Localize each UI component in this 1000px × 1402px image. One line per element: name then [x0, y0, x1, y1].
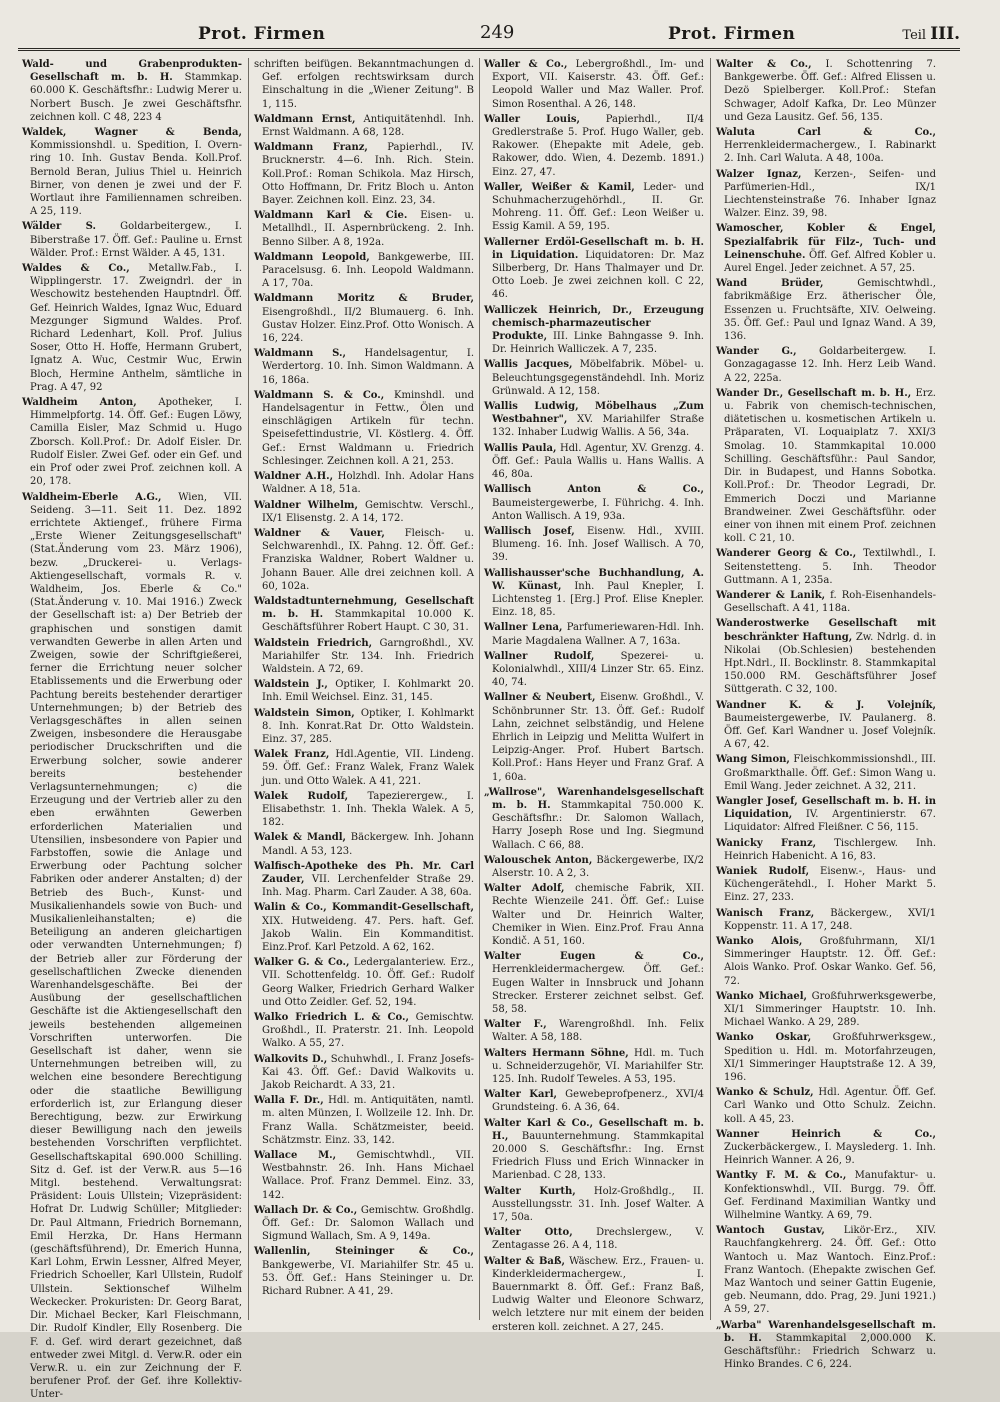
directory-entry — [22, 262, 242, 394]
entry-details: Inh. Paul Knepler, I. Lichtensteg 1. [Erg.] Prof. Elise Knepler. Einz. 18, 85. — [492, 580, 705, 619]
directory-entry — [716, 222, 936, 275]
firm-name: Walliczek Heinrich, Dr., Erzeugung chemisch-pharmazeutischer Produkte, — [484, 304, 704, 343]
firm-name: Wallenlin, Steininger & Co., — [254, 1246, 474, 1258]
directory-entry — [716, 58, 936, 124]
column-1 — [22, 58, 243, 1401]
directory-entry — [716, 907, 936, 933]
entry-details: Eisen- u. Metallhdl., II. Aspernbrückeng. 2. Inh. Benno Silber. A 8, 192a. — [262, 210, 475, 248]
entry-details: Hdl. m. Tuch u. Schneiderzugehör, VI. Mariahilfer Str. 125. Inh. Rudolf Teweles. A 53, 195. — [492, 1047, 704, 1086]
firm-name: Wallerner Erdöl-Gesellschaft m. b. H. in Liquidation. — [484, 236, 704, 261]
firm-name: Wantoch Gustav, — [716, 1225, 825, 1237]
firm-name: Waldner & Vauer, — [254, 527, 385, 539]
firm-name: Wanicky Franz, — [716, 837, 817, 849]
firm-name: Wallace M., — [254, 1150, 337, 1162]
entry-details: Gemischtw. Großhdlg. Öff. Gef.: Dr. Salomon Wallach und Sigmund Wallach, Sm. A 9, 149a. — [262, 1204, 474, 1243]
directory-entry — [22, 396, 242, 488]
entry-details: Likör-Erz., XIV. Rauchfangkehrerg. 24. Öff. Gef.: Otto Wantoch u. Maz Wantoch. Einz.Prof.: Franz Wantoch. (Ehepakte zwischen Gef. Maz Wantoch und seiner Gattin Eugenie, geb. Neumann, ddo. Prag, 29. Juni 1921.) A 59, 27. — [724, 1225, 937, 1316]
entry-details: Goldarbeitergew. I. Gonzagagasse 12. Inh. Herz Leib Wand. A 22, 225a. — [724, 346, 936, 384]
entry-details: Großfuhrmann, XI/1 Simmeringer Hauptstr. 12. Öff. Gef.: Alois Wanko. Prof. Oskar Wanko. Gef. 56, 72. — [724, 936, 936, 987]
entry-details: Zw. Ndrlg. d. in Nikolai (Ob.Schlesien) bestehenden Hpt.Ndrl., II. Bocklinstr. 8. Stammkapital 150.000 RM. Geschäftsführer Josef Süttgerath. C 32, 100. — [724, 631, 936, 696]
firm-name: Waldmann Karl & Cie. — [254, 210, 408, 222]
directory-entry — [484, 786, 704, 852]
firm-name: Walter Kurth, — [484, 1185, 576, 1197]
firm-name: Waldmann S. & Co., — [254, 389, 385, 401]
entry-details: Hdl.Agentie, VII. Lindeng. 59. Öff. Gef.: Franz Walek, Franz Walek jun. und Otto Walek. A 41, 221. — [262, 749, 474, 787]
firm-name: Waller & Co., — [484, 59, 568, 70]
firm-name: Walker G. & Co., — [254, 957, 350, 969]
entry-details: Lebergroßhdl., Im- und Export, VII. Kaiserstr. 43. Öff. Gef.: Leopold Waller und Maz Waller. Prof. Simon Rosenthal. A 26, 148. — [492, 59, 704, 110]
firm-name: Walla F. Dr., — [254, 1095, 324, 1107]
directory-entry — [716, 795, 936, 835]
directory-entry — [484, 1117, 704, 1183]
directory-entry — [484, 483, 704, 523]
firm-name: Waldstadtunternehmung, Gesellschaft m. b. H. — [254, 595, 474, 621]
directory-entry — [254, 1094, 474, 1147]
entry-details: Gemischtwhdl., fabrikmäßige Erz. ätherischer Öle, Essenzen u. Fruchtsäfte, XIV. Oelweing. 35. Öff. Gef.: Paul und Ignaz Wand. A 39, 136. — [724, 278, 936, 343]
firm-name: Wanderer Georg & Co., — [716, 548, 857, 560]
entry-details: Wien, VII. Seideng. 3—11. Seit 11. Dez. 1892 errichtete Aktiengef., frühere Firma „Erste Wiener Zeitungsgesellschaft" (Stat.Änderung vom 23. März 1906), bezw. „Druckerei- u. Verlags-Aktiengesellschaft, vormals R. v. Waldheim, Jos. Eberle & Co." (Stat.Änderung v. 10. Mai 1916.) Zweck der Gesellschaft ist: a) Der Betrieb der graphischen und sonstigen damit verwandten Gewerbe in allen Arten und Zweigen, sowie der Schriftgießerei, ferner die Errichtung neuer solcher Etablissements und die Erwerbung oder Pachtung bereits bestehender derartiger Unternehmungen; b) der Betrieb des Verlagsgeschäftes in allen seinen Zweigen, insbesondere die Herausgabe periodischer Druckschriften und die Erwerbung solcher, sowie anderer bereits bestehender Verlagsunternehmungen; c) die Erzeugung und der Vertrieb aller zu den eben erwähnten Gewerben erforderlichen Materialien und Utensilien, insbesondere von Papier und Farbstoffen, sowie die Anlage und Erwerbung oder Pachtung solcher Fabriken oder anderer Anstalten; d) der Betrieb des Buch-, Kunst- und Musikalienhandels sowie von Buch- und Musikalienleihanstalten; e) die Beteiligung an anderen gleichartigen oder verwandten Unternehmungen; f) der Betrieb aller zur Förderung der gesellschaftlichen Zwecke dienenden Warenhandelsgeschäfte. Bei der Ausübung der gesellschaftlichen Geschäfte ist die Aktiengesellschaft den jeweils bestehenden allgemeinen Vorschriften unterworfen. Die Gesellschaft ist daher, wenn sie Unternehmungen betreiben will, zu welchen eine besondere Berechtigung oder die staatliche Bewilligung erforderlich ist, zur Erlangung dieser Berechtigung, bezw. zur Erwirkung dieser Bewilligung nach den jeweils bestehenden Vorschriften verpflichtet. Gesellschaftskapital 690.000 Schilling. Sitz d. Gef. ist der Verw.R. aus 5—16 Mitgl. bestehend. Verwaltungsrat: Präsident: Louis Ullstein; Vizepräsident: Hofrat Dr. Ludwig Schüller; Mitglieder: Dr. Paul Altmann, Friedrich Bornemann, Emil Herzka, Dr. Hans Hermann (geschäftsführend), Dr. Emerich Hunna, Karl Lohm, Erwin Lessner, Alfred Meyer, Friedrich Schoeller, Karl Ullstein, Rudolf Ullstein. Sektionschef Wilhelm Weckecker. Prokuristen: Dr. Georg Barat, Dir. Michael Becker, Karl Fleischmann, Dir. Rudolf Kindler, Elly Rosenberg. Die F. d. Gef. wird derart gezeichnet, daß entweder zwei Mitgl. d. Verw.R. oder ein Verw.R. u. ein zur Zeichnung der F. berufener Prof. der Gef. ihre Kollektiv-Unter- — [30, 491, 242, 1401]
firm-name: Walek Franz, — [254, 749, 330, 761]
directory-entry — [22, 58, 242, 124]
directory-entry — [254, 707, 474, 747]
directory-entry — [484, 1185, 704, 1225]
firm-name: Waldheim Anton, — [22, 397, 137, 409]
entry-details: Tischlergew. Inh. Heinrich Habenicht. A 16, 83. — [724, 837, 936, 862]
column-3 — [484, 58, 705, 1333]
firm-name: Waller Louis, — [484, 113, 580, 125]
firm-name: Walter Adolf, — [484, 883, 565, 895]
entry-details: XV. Mariahilfer Straße 132. Inhaber Ludwig Wallis. A 56, 34a. — [492, 414, 705, 439]
directory-entry — [254, 251, 474, 291]
directory-entry — [716, 387, 936, 545]
directory-entry — [254, 790, 474, 830]
entry-details: Stammkap. 60.000 K. Geschäftsfhr.: Ludwig Merer u. Norbert Busch. Je zwei Geschäftsfhr. zeichnen koll. C 48, 223 4 — [30, 72, 242, 123]
entry-details: XIX. Hutweideng. 47. Pers. haft. Gef. Jakob Walin. Ein Kommanditist. Einz.Prof. Karl Petzold. A 62, 162. — [262, 915, 474, 953]
firm-name: Walek Rudolf, — [254, 790, 349, 802]
entry-details: Gemischtwhdl., VII. Westbahnstr. 26. Inh. Hans Michael Wallace. Prof. Franz Demmel. Einz. 33, 142. — [262, 1150, 474, 1201]
firm-name: Wanisch Franz, — [716, 907, 815, 919]
directory-entry — [716, 865, 936, 905]
firm-name: Waldmann S., — [254, 348, 346, 360]
entry-details: Bäckergew., XVI/1 Koppenstr. 11. A 17, 248. — [724, 907, 937, 932]
entry-details: IV. Argentinierstr. 67. Liquidator: Alfred Fleißner. C 56, 115. — [724, 809, 936, 834]
directory-entry — [254, 1149, 474, 1202]
entry-details: Goldarbeitergew., I. Biberstraße 17. Öff. Gef.: Pauline u. Ernst Wälder. Prof.: Ernst Wälder. A 45, 131. — [30, 221, 242, 259]
directory-entry — [254, 860, 474, 900]
directory-entry — [254, 748, 474, 788]
entry-details: Textilwhdl., I. Seitenstetteng. 5. Inh. Theodor Guttmann. A 1, 235a. — [724, 548, 936, 586]
entry-details: Stammkapital 750.000 K. Geschäftsfhr.: Dr. Salomon Wallach, Harry Joseph Rose und Ing. Siegmund Wallach. C 66, 88. — [492, 799, 704, 851]
directory-entry — [484, 525, 704, 565]
directory-entry — [254, 292, 474, 345]
firm-name: Wallishausser'sche Buchhandlung, A. W. Künast, — [484, 567, 704, 592]
entry-details: Bankgewerbe, III. Paracelsusg. 6. Inh. Leopold Waldmann. A 17, 70a. — [262, 251, 474, 290]
entry-details: Möbelfabrik. Möbel- u. Beleuchtungsgegenständehdl. Inh. Moriz Grünwald. A 12, 158. — [492, 359, 704, 397]
entry-details: Baumeistergewerbe, IV. Paulanerg. 8. Öff. Gef. Karl Wandner u. Josef Volejník. A 67, 42. — [724, 712, 936, 751]
directory-entry — [484, 442, 704, 482]
entry-details: Hdl. m. Antiquitäten, namtl. m. alten Münzen, I. Wollzeile 12. Inh. Dr. Franz Walla. Schätzmeister, beeid. Schätzmstr. Einz. 33, 142. — [262, 1095, 474, 1146]
entry-details: Optiker, I. Kohlmarkt 8. Inh. Konrat.Rat Dr. Otto Waldstein. Einz. 37, 285. — [262, 707, 474, 745]
directory-entry — [254, 678, 474, 704]
directory-entry — [254, 141, 474, 207]
directory-entry — [254, 595, 474, 635]
entry-details: Ledergalanteriew. Erz., VII. Schottenfeldg. 10. Öff. Gef.: Rudolf Georg Walker, Friedrich Gerhard Walker und Otto Zeidler. Gef. 52, 194. — [262, 957, 474, 1008]
entry-details: Spezerei- u. Kolonialwhdl., XIII/4 Linzer Str. 65. Einz. 40, 74. — [492, 650, 704, 689]
entry-details: Antiquitätenhdl. Inh. Ernst Waldmann. A 68, 128. — [262, 113, 475, 139]
firm-name: Waldheim-Eberle A.G., — [22, 491, 162, 503]
entry-details: Parfumeriewaren-Hdl. Inh. Marie Magdalena Wallner. A 7, 163a. — [492, 622, 705, 647]
directory-entry — [254, 527, 474, 593]
directory-entry — [716, 168, 936, 221]
firm-name: Waniek Rudolf, — [716, 865, 810, 877]
entry-details: Papierhdl., II/4 Gredlerstraße 5. Prof. Hugo Waller, geb. Rakower. (Ehepakte mit Adele, geb. Rakower, ddo. Wien, 4. Dezemb. 1891.) Einz. 27, 47. — [492, 113, 705, 178]
entry-details: Bäckergewerbe, IX/2 Alserstr. 10. A 2, 3. — [492, 854, 704, 879]
firm-name: Wanko Oskar, — [716, 1032, 812, 1044]
firm-name: Waldstein J., — [254, 679, 328, 691]
firm-name: Wanderostwerke Gesellschaft mit beschränkter Haftung, — [716, 618, 936, 643]
firm-name: Walfisch-Apotheke des Ph. Mr. Carl Zauder, — [254, 860, 474, 885]
firm-name: Wälder S. — [22, 221, 97, 233]
directory-entry — [484, 113, 704, 179]
firm-name: „Warba" Warenhandelsgesellschaft m. b. H. — [716, 1319, 936, 1344]
firm-name: Waldstein Simon, — [254, 707, 355, 719]
firm-name: Walzer Ignaz, — [716, 168, 802, 180]
directory-entry — [716, 1086, 936, 1126]
firm-name: Wallach Dr. & Co., — [254, 1204, 358, 1216]
directory-entry — [254, 637, 474, 677]
firm-name: Wantky F. M. & Co., — [716, 1170, 847, 1182]
directory-entry — [716, 699, 936, 752]
directory-entry — [484, 882, 704, 948]
entry-details: Herrenkleidermachergew., I. Rabinarkt 2. Inh. Carl Waluta. A 48, 100a. — [724, 140, 936, 165]
entry-details: Manufaktur- u. Konfektionswhdl., VII. Burgg. 79. Öff. Gef. Ferdinand Maximilian Wantky und Wilhelmine Wantky. A 69, 79. — [724, 1170, 936, 1222]
entry-details: Papierhdl., IV. Brucknerstr. 4—6. Inh. Rich. Stein. Koll.Prof.: Roman Schikola. Maz Hirsch, Otto Hoffmann, Dr. Fritz Bloch u. Anton Bayer. Zeichnen koll. Einz. 23, 34. — [262, 142, 474, 207]
right-running-title: Prot. Firmen — [668, 24, 796, 44]
firm-name: Wallisch Josef, — [484, 525, 575, 537]
directory-entry — [716, 837, 936, 863]
part-number: III. — [930, 24, 960, 44]
directory-entry — [484, 400, 704, 440]
directory-entry — [484, 58, 704, 111]
firm-name: Walko Friedrich L. & Co., — [254, 1012, 409, 1024]
firm-name: Waldmann Moritz & Bruder, — [254, 293, 474, 305]
firm-name: Wanko & Schulz, — [716, 1087, 814, 1099]
entry-details: Tapezierergew., I. Elisabethstr. 1. Inh. Thekla Walek. A 5, 182. — [262, 790, 474, 829]
entry-details: Großfuhrwerksgewerbe, XI/1 Simmeringer Hauptstr. 10. Inh. Michael Wanko. A 29, 289. — [724, 990, 936, 1029]
directory-entry — [254, 499, 474, 525]
firm-name: Wallis Jacques, — [484, 359, 573, 371]
directory-entry — [254, 1204, 474, 1244]
directory-entry — [254, 209, 474, 249]
entry-details: Bankgewerbe, VI. Mariahilfer Str. 45 u. 53. Öff. Gef.: Hans Steininger u. Dr. Richard Rubner. A 41, 29. — [262, 1259, 474, 1298]
directory-entry — [716, 126, 936, 166]
directory-entry — [484, 854, 704, 880]
directory-entry — [254, 831, 474, 857]
entry-details: Kerzen-, Seifen- und Parfümerien-Hdl., IX/1 Liechtensteinstraße 76. Inhaber Ignaz Walzer. Einz. 39, 98. — [724, 168, 936, 220]
entry-details: Stammkapital 10.000 K. Geschäftsführer Robert Haupt. C 30, 31. — [262, 609, 475, 634]
directory-entry — [716, 589, 936, 615]
column-2 — [254, 58, 474, 1320]
entry-details: Zuckerbäckergew., I. Mayslederg. 1. Inh. Heinrich Wanner. A 26, 9. — [724, 1142, 936, 1167]
directory-entry — [716, 1128, 936, 1168]
directory-entry — [484, 567, 704, 620]
entry-details: Erz. u. Fabrik von chemisch-technischen, diätetischen u. kosmetischen Artikeln u. Präparaten, VI. Loquaiplatz 7. XXI/3 Smolag. 10. Stammkapital 10.000 Schilling. Geschäftsführ.: Paul Sandor, Dir. in Budapest, und Hanns Sobotka. Koll.Prof.: Dr. Theodor Legradi, Dr. Emmerich Doczi und Marianne Brandweiner. Zwei Geschäftsführ. oder einer von ihnen mit einem Prof. zeichnen koll. C 21, 10. — [724, 387, 936, 545]
firm-name: Wandner K. & J. Volejník, — [716, 699, 936, 711]
entry-details: Leder- und Schuhmacherzugehörhdl., II. Gr. Mohreng. 11. Öff. Gef.: Leon Weißer u. Essig Kamil. A 59, 195. — [492, 181, 705, 233]
entry-details: Eisenw.-, Haus- und Küchengerätehdl., I. Hoher Markt 5. Einz. 27, 233. — [724, 865, 936, 904]
directory-entry — [484, 1018, 704, 1044]
directory-entry — [716, 345, 936, 385]
entry-details: Hdl. Agentur, XV. Grenzg. 4. Öff. Gef.: Paula Wallis u. Hans Wallis. A 46, 80a. — [492, 442, 705, 481]
part-label: Teil — [902, 28, 927, 43]
firm-name: Wallis Paula, — [484, 442, 557, 454]
entry-details: Holz-Großhdlg., II. Ausstellungsstr. 31. Inh. Josef Walter. A 17, 50a. — [492, 1185, 704, 1224]
directory-entry — [254, 956, 474, 1009]
firm-name: Waldmann Leopold, — [254, 251, 370, 263]
directory-entry — [254, 58, 474, 111]
entry-details: Drechslergew., V. Zentagasse 26. A 4, 118. — [492, 1227, 704, 1252]
directory-entry — [254, 347, 474, 387]
entry-details: f. Roh-Eisenhandels-Gesellschaft. A 41, 118a. — [724, 589, 936, 615]
firm-name: Waldmann Franz, — [254, 142, 368, 154]
firm-name: Walouschek Anton, — [484, 854, 593, 866]
entry-details: Kommissionshdl. u. Spedition, I. Overnring 10. Inh. Gustav Benda. Koll.Prof. Bernold Beran, Julius Thiel u. Heinrich Birner, von denen je zwei und der F. Wortlaut ihre Familiennamen schreiben. A 25, 119. — [30, 140, 242, 218]
directory-entry — [484, 304, 704, 357]
firm-name: Wanko Michael, — [716, 990, 807, 1002]
part-indicator — [902, 24, 960, 44]
firm-name: Waller, Weißer & Kamil, — [484, 181, 635, 193]
entry-details: Fleisch- u. Selchwarenhdl., IX. Pahng. 12. Öff. Gef.: Franziska Waldner, Robert Waldner u. Johann Bauer. Alle drei zeichnen koll. A 60, 102a. — [262, 527, 474, 592]
firm-name: Wamoscher, Kobler & Engel, Spezialfabrik für Filz-, Tuch- und Leinenschuhe. — [716, 223, 936, 261]
directory-entry — [716, 1169, 936, 1222]
firm-name: Wallner Rudolf, — [484, 650, 595, 662]
entry-details: Gemischtw. Großhdl., II. Praterstr. 21. Inh. Leopold Walko. A 55, 27. — [262, 1012, 474, 1050]
directory-entry — [254, 1245, 474, 1298]
directory-entry — [716, 1224, 936, 1316]
firm-name: Wanko Alois, — [716, 936, 803, 947]
directory-entry — [484, 181, 704, 234]
firm-name: Walek & Mandl, — [254, 832, 347, 844]
entry-details: Schuhwhdl., I. Franz Josefs-Kai 43. Öff. Gef.: David Walkovits u. Jakob Reichardt. A 33, 21. — [262, 1053, 474, 1092]
firm-name: „Wallrose", Warenhandelsgesellschaft m. b. H. — [484, 786, 704, 811]
entry-details: Bauunternehmung. Stammkapital 20.000 S. Geschäftsfhr.: Ing. Ernst Friedrich Fluss und Erich Winnacker in Marienbad. C 28, 133. — [492, 1130, 704, 1182]
entry-details: Garngroßhdl., XV. Mariahilfer Str. 134. Inh. Friedrich Waldstein. A 72, 69. — [262, 637, 474, 675]
entry-details: Kminshdl. und Handelsagentur in Fettw., Ölen und einschlägigen Artikeln für techn. Speisefettindustrie, VI. Köstlerg. 4. Öff. Gef.: Ernst Waldmann u. Friedrich Schlesinger. Zeichnen koll. A 21, 253. — [262, 389, 475, 467]
firm-name: Walkovits D., — [254, 1053, 328, 1065]
firm-name: Walter & Co., — [716, 59, 812, 70]
entry-details: Gewebeprofpenerz., XVI/4 Grundsteing. 6. A 36, 64. — [492, 1089, 704, 1114]
directory-entry — [22, 491, 242, 1402]
entry-details: Metallw.Fab., I. Wipplingerstr. 17. Zweigndrl. der in Weschowitz bestehenden Hauptndrl. Öff. Gef. Heinrich Waldes, Ignaz Wuc, Eduard Mezgunger Sigmund Waldes. Prof. Richard Ledenhart, Koll. Prof. Julius Soser, Otto H. Hoffe, Hermann Grubert, Ignatz A. Wuc, Cestmir Wuc, Erwin Bloch, Hermine Anthelm, sämtliche in Prag. A 47, 92 — [30, 263, 242, 393]
firm-name: Wand Brüder, — [716, 278, 824, 290]
page-header — [18, 14, 960, 51]
directory-entry — [716, 1031, 936, 1084]
firm-name: Wald- und Grabenprodukten-Gesellschaft m. b. H. — [22, 59, 242, 84]
firm-name: Walter Karl, — [484, 1089, 558, 1101]
firm-name: Walter F., — [484, 1019, 547, 1031]
entry-details: Warengroßhdl. Inh. Felix Walter. A 58, 188. — [492, 1019, 705, 1044]
firm-name: Wallner Lena, — [484, 622, 563, 634]
entry-details: Gemischtw. Verschl., IX/1 Elisenstg. 2. A 14, 172. — [262, 499, 474, 524]
column-4 — [716, 58, 937, 1371]
directory-entry — [484, 358, 704, 398]
firm-name: Wang Simon, — [716, 754, 790, 766]
firm-name: Wallis Ludwig, Möbelhaus „Zum Westbahner", — [484, 401, 704, 426]
entry-details: Öff. Gef. Alfred Kobler u. Aurel Engel. Jeder zeichnet. A 57, 25. — [724, 249, 936, 275]
columns-container — [22, 58, 960, 1401]
directory-entry — [716, 990, 936, 1030]
directory-entry — [484, 621, 704, 647]
directory-entry — [22, 126, 242, 218]
firm-name: Waldes & Co., — [22, 263, 130, 275]
entry-details: Holzhdl. Inh. Adolar Hans Waldner. A 18, 51a. — [262, 471, 475, 496]
directory-entry — [484, 1047, 704, 1087]
firm-name: Waldmann Ernst, — [254, 113, 356, 125]
directory-entry — [254, 389, 474, 468]
firm-name: Walter Eugen & Co., — [484, 951, 704, 963]
firm-name: Wallner & Neubert, — [484, 692, 596, 704]
entry-details: Stammkapital 2,000.000 K. Geschäftsführ.: Friedrich Schwarz u. Hinko Brandes. C 6, 224. — [724, 1332, 937, 1371]
entry-details: III. Linke Bahngasse 9. Inh. Dr. Heinrich Walliczek. A 7, 235. — [492, 331, 704, 356]
directory-entry — [716, 277, 936, 343]
firm-name: Waluta Carl & Co., — [716, 127, 936, 139]
entry-details: chemische Fabrik, XII. Rechte Wienzeile 241. Öff. Gef.: Luise Walter und Dr. Heinrich Walter, Chemiker in Wien. Einz.Prof. Frau Anna Kondič. A 51, 160. — [492, 883, 704, 947]
entry-details: I. Schottenring 7. Bankgewerbe. Öff. Gef.: Alfred Elissen u. Dezö Spielberger. Koll.Prof.: Stefan Schwager, Adolf Kafka, Dr. Leo Münzer und Geza Lausitz. Gef. 56, 135. — [724, 59, 936, 123]
firm-name: Wanner Heinrich & Co., — [716, 1128, 936, 1140]
entry-details: Wäschew. Erz., Frauen- u. Kinderkleidermachergew., I. Bauernmarkt 8. Öff. Gef.: Franz Baß, Ludwig Walter und Eleonore Schwarz, welch letztere nur mit einem der beiden ersteren koll. zeichnet. A 27, 245. — [492, 1255, 704, 1333]
entry-details: schriften beifügen. Bekanntmachungen d. Gef. erfolgen rechtswirksam durch Einschaltung in die „Wiener Zeitung". B 1, 115. — [254, 59, 474, 110]
firm-name: Waldner Wilhelm, — [254, 499, 358, 511]
directory-entry — [716, 1319, 936, 1372]
firm-name: Waldstein Friedrich, — [254, 637, 373, 649]
entry-details: VII. Lerchenfelder Straße 29. Inh. Mag. Pharm. Carl Zauder. A 38, 60a. — [262, 873, 474, 899]
directory-entry — [484, 1088, 704, 1114]
directory-entry — [484, 950, 704, 1016]
directory-entry — [484, 650, 704, 690]
entry-details: Bäckergew. Inh. Johann Mandl. A 53, 123. — [262, 832, 474, 857]
directory-entry — [716, 753, 936, 793]
directory-entry — [484, 1255, 704, 1334]
entry-details: Fleischkommissionshdl., III. Großmarkthalle. Öff. Gef.: Simon Wang u. Emil Wang. Jeder zeichnet. A 32, 211. — [724, 754, 936, 792]
directory-entry — [716, 935, 936, 988]
directory-entry — [716, 617, 936, 696]
entry-details: Eisengroßhdl., II/2 Blumauerg. 6. Inh. Gustav Holzer. Einz.Prof. Otto Wonisch. A 16, 224. — [262, 306, 474, 345]
directory-entry — [22, 220, 242, 260]
directory-entry — [716, 547, 936, 587]
firm-name: Wander Dr., Gesellschaft m. b. H., — [716, 387, 912, 399]
firm-name: Walter Karl & Co., Gesellschaft m. b. H., — [484, 1117, 704, 1142]
firm-name: Waldek, Wagner & Benda, — [22, 127, 242, 139]
firm-name: Walter & Baß, — [484, 1255, 565, 1267]
entry-details: Baumeistergewerbe, I. Führichg. 4. Inh. Anton Wallisch. A 19, 93a. — [492, 497, 704, 522]
firm-name: Walters Hermann Söhne, — [484, 1047, 629, 1059]
firm-name: Wander G., — [716, 346, 797, 358]
entry-details: Eisenw. Großhdl., V. Schönbrunner Str. 13. Öff. Gef.: Rudolf Lahn, zeichnet selbständig, und Helene Ehrlich in Leipzig und Melitta Wulfert in Leipzig-Anger. Prof. Hubert Bartsch. Koll.Prof.: Hans Heyer und Franz Graf. A 1, 60a. — [492, 692, 704, 783]
directory-entry — [254, 901, 474, 954]
firm-name: Wanderer & Lanik, — [716, 589, 826, 601]
firm-name: Walter Otto, — [484, 1227, 573, 1239]
entry-details: Liquidatoren: Dr. Maz Silberberg, Dr. Hans Thalmayer und Dr. Otto Loeb. Je zwei zeichnen koll. C 22, 46. — [492, 249, 704, 301]
page-number: 249 — [480, 22, 515, 43]
firm-name: Walin & Co., Kommandit-Gesellschaft, — [254, 902, 474, 914]
entry-details: Herrenkleidermachergew. Öff. Gef.: Eugen Walter in Innsbruck und Johann Strecker. Ersterer zeichnet selbst. Gef. 58, 58. — [492, 964, 704, 1016]
directory-entry — [254, 1011, 474, 1051]
entry-details: Hdl. Agentur. Öff. Gef. Carl Wanko und Otto Schulz. Zeichn. koll. A 45, 23. — [724, 1087, 937, 1125]
entry-details: Großfuhrwerksgew., Spedition u. Hdl. m. Motorfahrzeugen, XI/1 Simmeringer Hauptstraße 12. A 39, 196. — [724, 1032, 936, 1084]
firm-name: Wallisch Anton & Co., — [484, 484, 704, 496]
directory-entry — [254, 1053, 474, 1093]
directory-entry — [484, 1226, 704, 1252]
directory-entry — [484, 691, 704, 783]
entry-details: Eisenw. Hdl., XVIII. Blumeng. 16. Inh. Josef Wallisch. A 70, 39. — [492, 525, 704, 564]
entry-details: Optiker, I. Kohlmarkt 20. Inh. Emil Weichsel. Einz. 31, 145. — [262, 679, 474, 704]
directory-entry — [254, 470, 474, 496]
directory-entry — [484, 236, 704, 302]
directory-entry — [254, 113, 474, 139]
left-running-title: Prot. Firmen — [198, 24, 326, 44]
firm-name: Waldner A.H., — [254, 471, 334, 483]
firm-name: Wangler Josef, Gesellschaft m. b. H. in Liquidation, — [716, 795, 936, 821]
entry-details: Apotheker, I. Himmelpfortg. 14. Öff. Gef.: Eugen Löwy, Camilla Eisler, Maz Schmid u. Hugo Zborsch. Koll.Prof.: Dr. Adolf Eisler. Dr. Rudolf Eisler. Zwei Gef. oder ein Gef. und ein Prof oder zwei Prof. zeichnen koll. A 20, 178. — [30, 397, 243, 488]
entry-details: Handelsagentur, I. Werdertorg. 10. Inh. Simon Waldmann. A 16, 186a. — [262, 348, 475, 386]
